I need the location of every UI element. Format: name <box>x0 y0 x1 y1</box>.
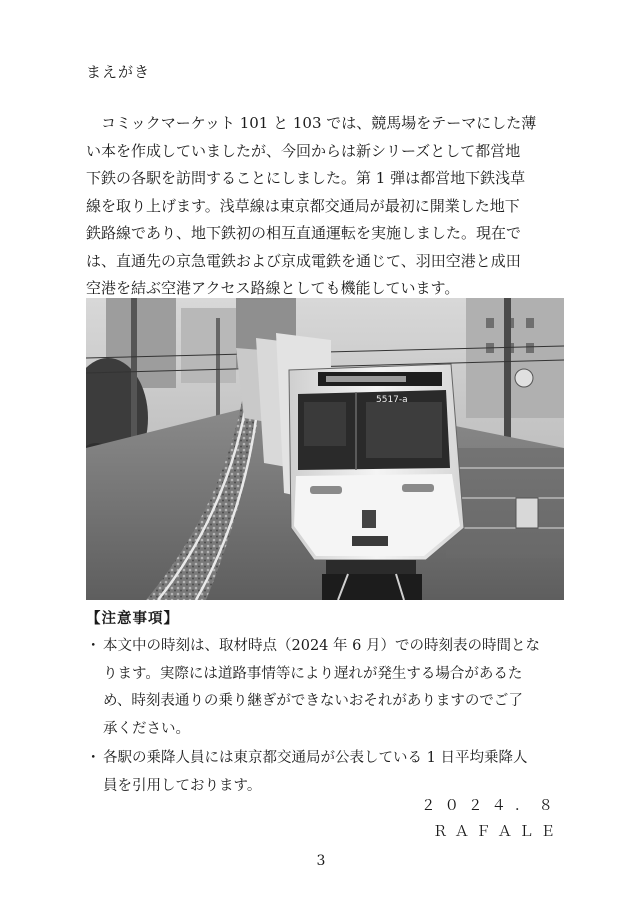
intro-line: 線を取り上げます。浅草線は東京都交通局が最初に開業した地下 <box>86 196 520 215</box>
intro-line: 下鉄の各駅を訪問することにしました。第 1 弾は都営地下鉄浅草 <box>86 169 526 187</box>
notice-list <box>86 633 566 800</box>
notice-line: ります。実際には道路事情等により遅れが発生する場合があるた <box>103 665 523 682</box>
notice-bullet: ・ <box>86 750 101 766</box>
publication-date: ２０２４．８ <box>421 798 562 814</box>
intro-paragraph <box>86 110 562 303</box>
train-number-label: 5517-a <box>376 395 408 405</box>
preface-heading: まえがき <box>86 63 151 81</box>
intro-line: い本を作成していましたが、今回からは新シリーズとして都営地 <box>86 141 521 160</box>
notice-line: 本文中の時刻は、取材時点（2024 年 6 月）での時刻表の時間とな <box>103 638 540 654</box>
notice-item <box>86 633 566 743</box>
intro-line: 鉄路線であり、地下鉄初の相互直通運転を実施しました。現在で <box>86 224 522 242</box>
notice-bullet: ・ <box>86 638 101 654</box>
notice-line: 承ください。 <box>103 720 190 737</box>
intro-line: 空港を結ぶ空港アクセス路線としても機能しています。 <box>86 279 460 297</box>
page-number: 3 <box>316 853 326 869</box>
intro-line: コミックマーケット 101 と 103 では、競馬場をテーマにした薄 <box>86 114 537 132</box>
intro-line: は、直通先の京急電鉄および京成電鉄を通じて、羽田空港と成田 <box>86 251 521 270</box>
notice-line: め、時刻表通りの乗り継ぎができないおそれがありますのでご了 <box>103 693 523 709</box>
notice-item <box>86 745 566 800</box>
notice-line: 員を引用しております。 <box>103 777 262 794</box>
author-name: ＲＡＦＡＬＥ <box>433 824 562 840</box>
notice-title: 【注意事項】 <box>86 610 179 627</box>
train-photo-illustration <box>86 298 564 600</box>
notice-line: 各駅の乗降人員には東京都交通局が公表している 1 日平均乗降人 <box>103 750 528 766</box>
train-photo <box>86 298 564 600</box>
